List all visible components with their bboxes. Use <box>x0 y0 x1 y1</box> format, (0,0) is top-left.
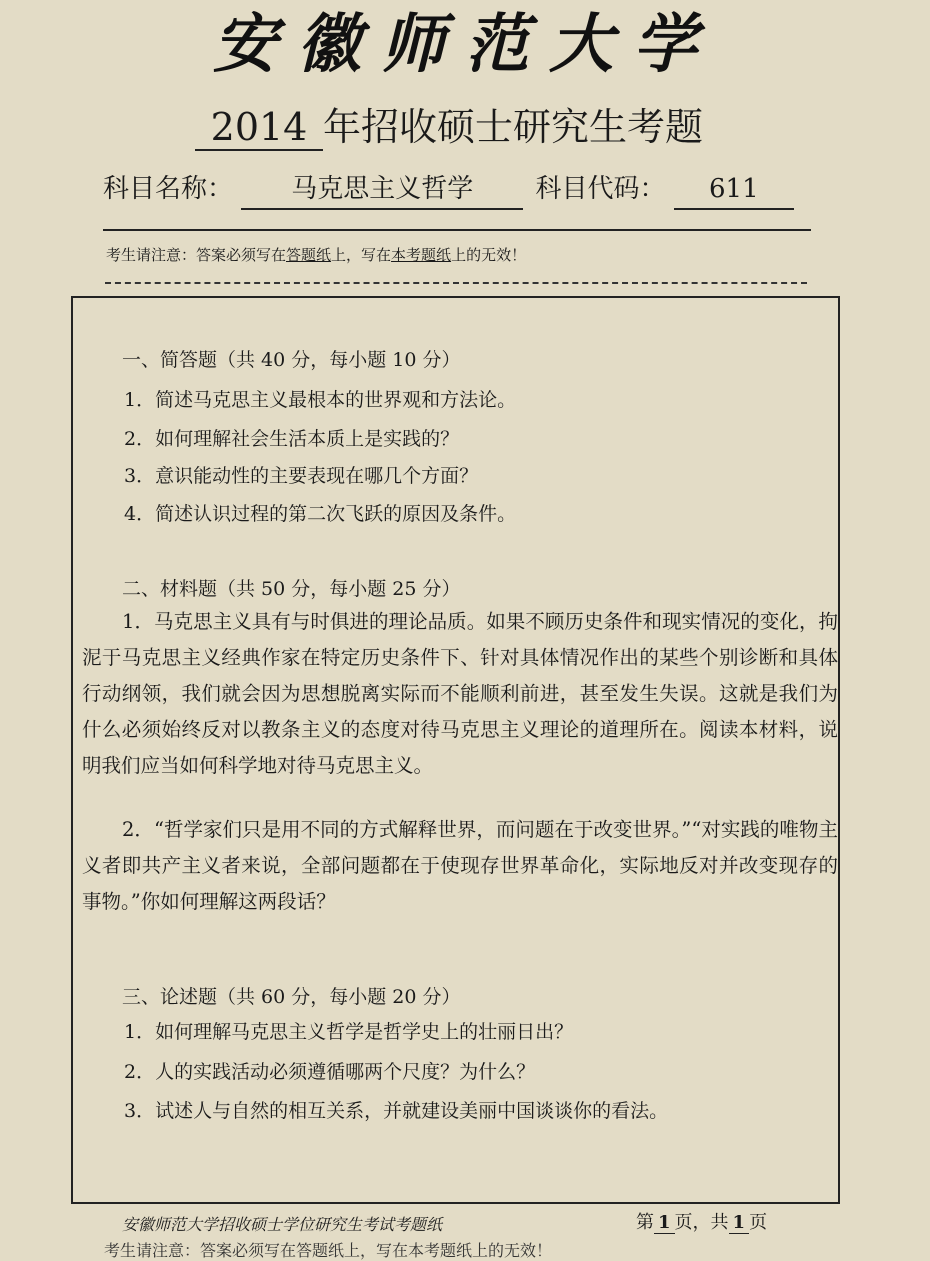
question: 1．简述马克思主义最根本的世界观和方法论。 <box>124 389 517 411</box>
section-title: 三、论述题（共 60 分，每小题 20 分） <box>122 986 461 1008</box>
notice-answer-sheet: 答题纸 <box>286 246 332 264</box>
university-name: 安徽师范大学 <box>213 7 717 82</box>
notice-exam-sheet: 本考题纸 <box>391 246 452 264</box>
notice-middle: 上，写在 <box>331 246 392 264</box>
question-paragraph: 2．“哲学家们只是用不同的方式解释世界，而问题在于改变世界。”“对实践的唯物主义者即共产主义者来说，全部问题都在于使现存世界革命化，实际地反对并改变现存的事物。”你如何理解这两段话？ <box>82 818 838 913</box>
notice-suffix: 上的无效！ <box>451 246 527 264</box>
page-total: 1 <box>729 1212 750 1234</box>
question: 3．试述人与自然的相互关系，并就建设美丽中国谈谈你的看法。 <box>124 1100 669 1122</box>
section-title: 二、材料题（共 50 分，每小题 25 分） <box>122 578 461 600</box>
exam-year: 2014 <box>195 105 323 151</box>
notice-prefix: 考生请注意：答案必须写在 <box>106 246 287 264</box>
dashed-divider <box>105 282 807 284</box>
question: 2．如何理解社会生活本质上是实践的？ <box>124 428 460 450</box>
page-indicator <box>636 1208 767 1234</box>
page-number: 1 <box>654 1212 675 1234</box>
question: 4．简述认识过程的第二次飞跃的原因及条件。 <box>124 503 517 525</box>
question: 1．如何理解马克思主义哲学是哲学史上的壮丽日出？ <box>124 1021 574 1043</box>
subject-label: 科目名称： <box>103 174 234 204</box>
question-paragraph: 1．马克思主义具有与时俱进的理论品质。如果不顾历史条件和现实情况的变化，拘泥于马克思主义经典作家在特定历史条件下、针对具体情况作出的某些个别诊断和具体行动纲领，我们就会因为思想脱离实际而不能顺利前进，甚至发生失误。这就是我们为什么必须始终反对以教条主义的态度对待马克思主义理论的道理所在。阅读本材料，说明我们应当如何科学地对待马克思主义。 <box>82 610 838 777</box>
answer-notice <box>106 244 526 265</box>
subject-row <box>103 170 794 210</box>
page-mid: 页，共 <box>674 1212 729 1233</box>
page-suffix: 页 <box>749 1212 768 1233</box>
code-value: 611 <box>674 170 794 210</box>
exam-title-suffix: 年招收硕士研究生考题 <box>323 105 704 149</box>
section-title: 一、简答题（共 40 分，每小题 10 分） <box>122 349 461 371</box>
question: 3．意识能动性的主要表现在哪几个方面？ <box>124 465 479 487</box>
subject-value: 马克思主义哲学 <box>241 170 523 210</box>
footer-notice: 考生请注意：答案必须写在答题纸上，写在本考题纸上的无效！ <box>104 1241 553 1260</box>
exam-title <box>195 102 703 152</box>
paper-name: 安徽师范大学招收硕士学位研究生考试考题纸 <box>122 1215 443 1234</box>
header-divider <box>103 229 811 231</box>
question: 2．人的实践活动必须遵循哪两个尺度？为什么？ <box>124 1061 536 1083</box>
page-prefix: 第 <box>636 1212 654 1233</box>
code-label: 科目代码： <box>535 174 666 204</box>
